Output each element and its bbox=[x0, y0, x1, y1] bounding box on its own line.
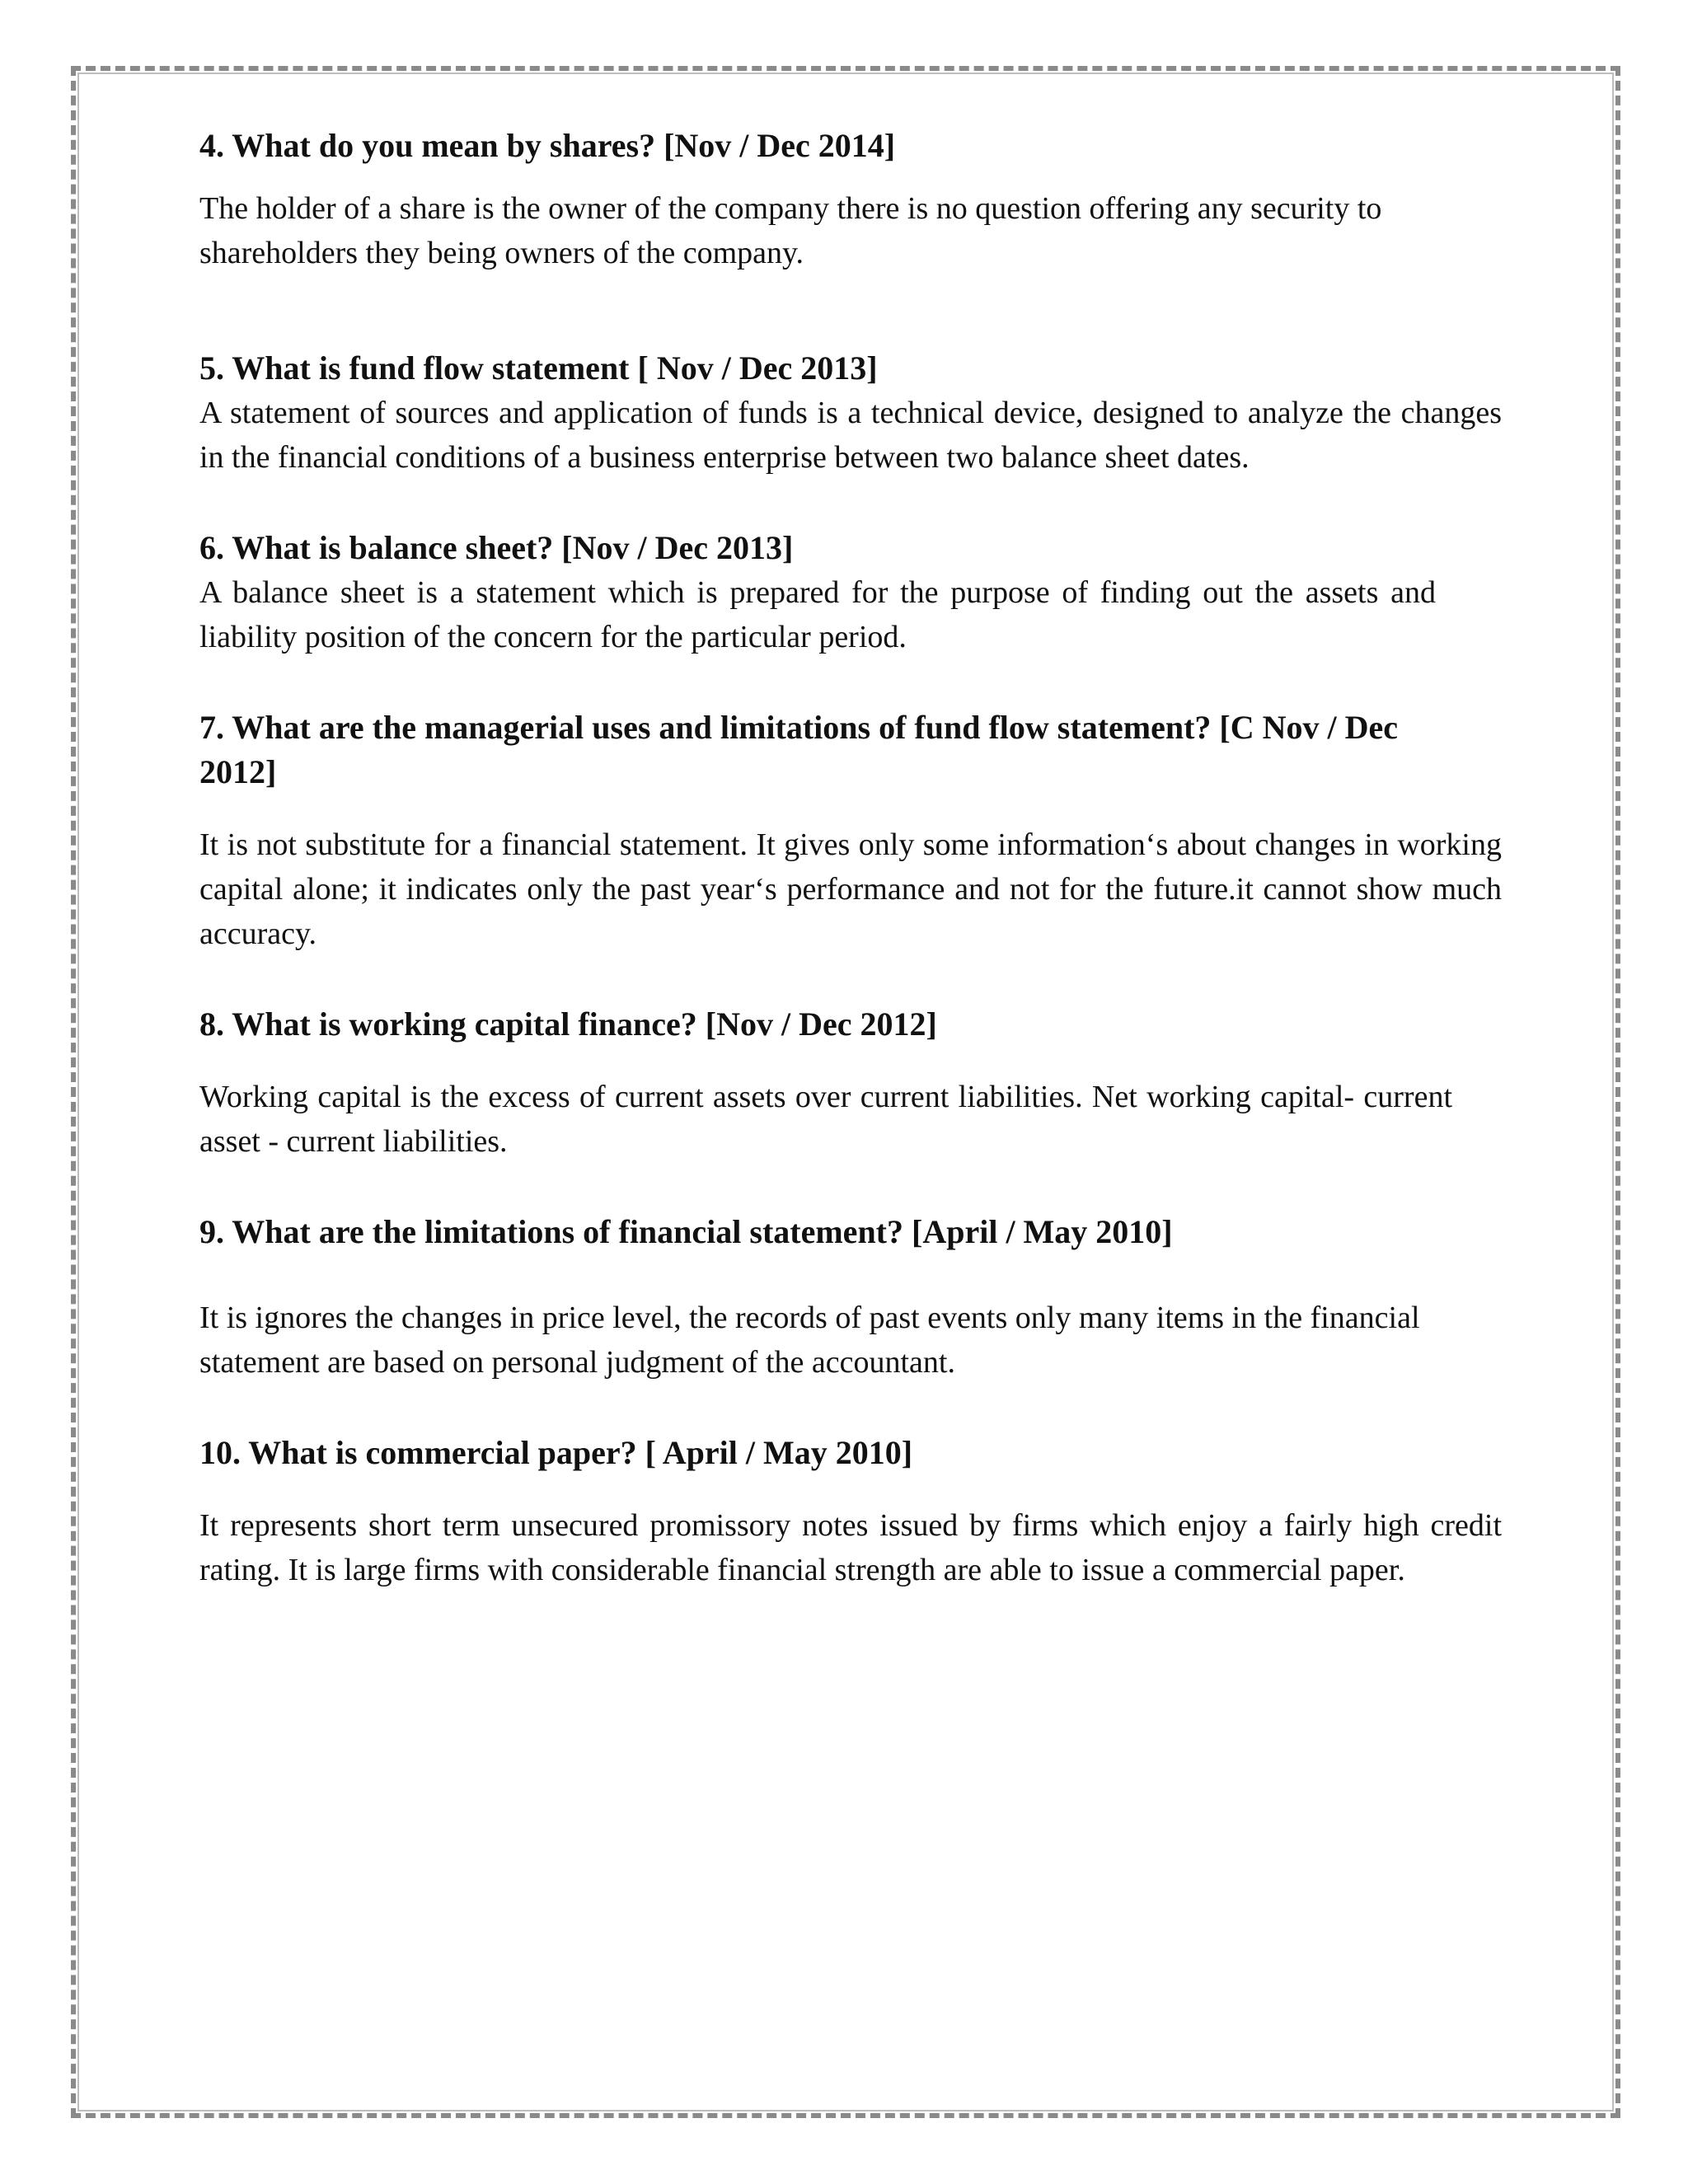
qa-item-8 bbox=[199, 1002, 1502, 1164]
answer-paragraph: The holder of a share is the owner of the company there is no question offering any security to shareholders they being owners of the company. bbox=[199, 191, 1382, 270]
question-heading: 6. What is balance sheet? [Nov / Dec 2013] bbox=[199, 529, 794, 566]
qa-item-10 bbox=[199, 1431, 1502, 1592]
answer-paragraph: A statement of sources and application of funds is a technical device, designed to analyze the changes in the financial conditions of a business enterprise between two balance sheet dates. bbox=[199, 396, 1502, 475]
question-heading: 8. What is working capital finance? [Nov / Dec 2012] bbox=[199, 1005, 937, 1043]
answer-paragraph: Working capital is the excess of current assets over current liabilities. Net working capital- current asset - current liabilities. bbox=[199, 1080, 1452, 1159]
question-heading: 5. What is fund flow statement [ Nov / Dec 2013] bbox=[199, 349, 878, 387]
qa-item-9 bbox=[199, 1210, 1502, 1385]
qa-item-7 bbox=[199, 705, 1502, 956]
qa-item-5 bbox=[199, 346, 1502, 480]
qa-item-4 bbox=[199, 124, 1502, 275]
answer-paragraph: It is not substitute for a financial statement. It gives only some information‘s about changes in working capital alone; it indicates only the past year‘s performance and not for the future.it cannot show much accuracy. bbox=[199, 827, 1502, 951]
question-heading: 4. What do you mean by shares? [Nov / Dec 2014] bbox=[199, 127, 896, 164]
question-heading: 7. What are the managerial uses and limitations of fund flow statement? [C Nov / Dec 2012] bbox=[199, 709, 1399, 790]
qa-item-6 bbox=[199, 526, 1502, 659]
answer-paragraph: It represents short term unsecured promissory notes issued by firms which enjoy a fairly high credit rating. It is large firms with considerable financial strength are able to issue a commercial paper. bbox=[199, 1508, 1502, 1587]
question-heading: 10. What is commercial paper? [ April / May 2010] bbox=[199, 1434, 913, 1471]
answer-paragraph: A balance sheet is a statement which is prepared for the purpose of finding out the assets and liability position of the concern for the particular period. bbox=[199, 575, 1436, 654]
document-body bbox=[199, 124, 1502, 1592]
question-heading: 9. What are the limitations of financial statement? [April / May 2010] bbox=[199, 1213, 1173, 1250]
answer-paragraph: It is ignores the changes in price level, the records of past events only many items in the financial statement are based on personal judgment of the accountant. bbox=[199, 1301, 1420, 1380]
